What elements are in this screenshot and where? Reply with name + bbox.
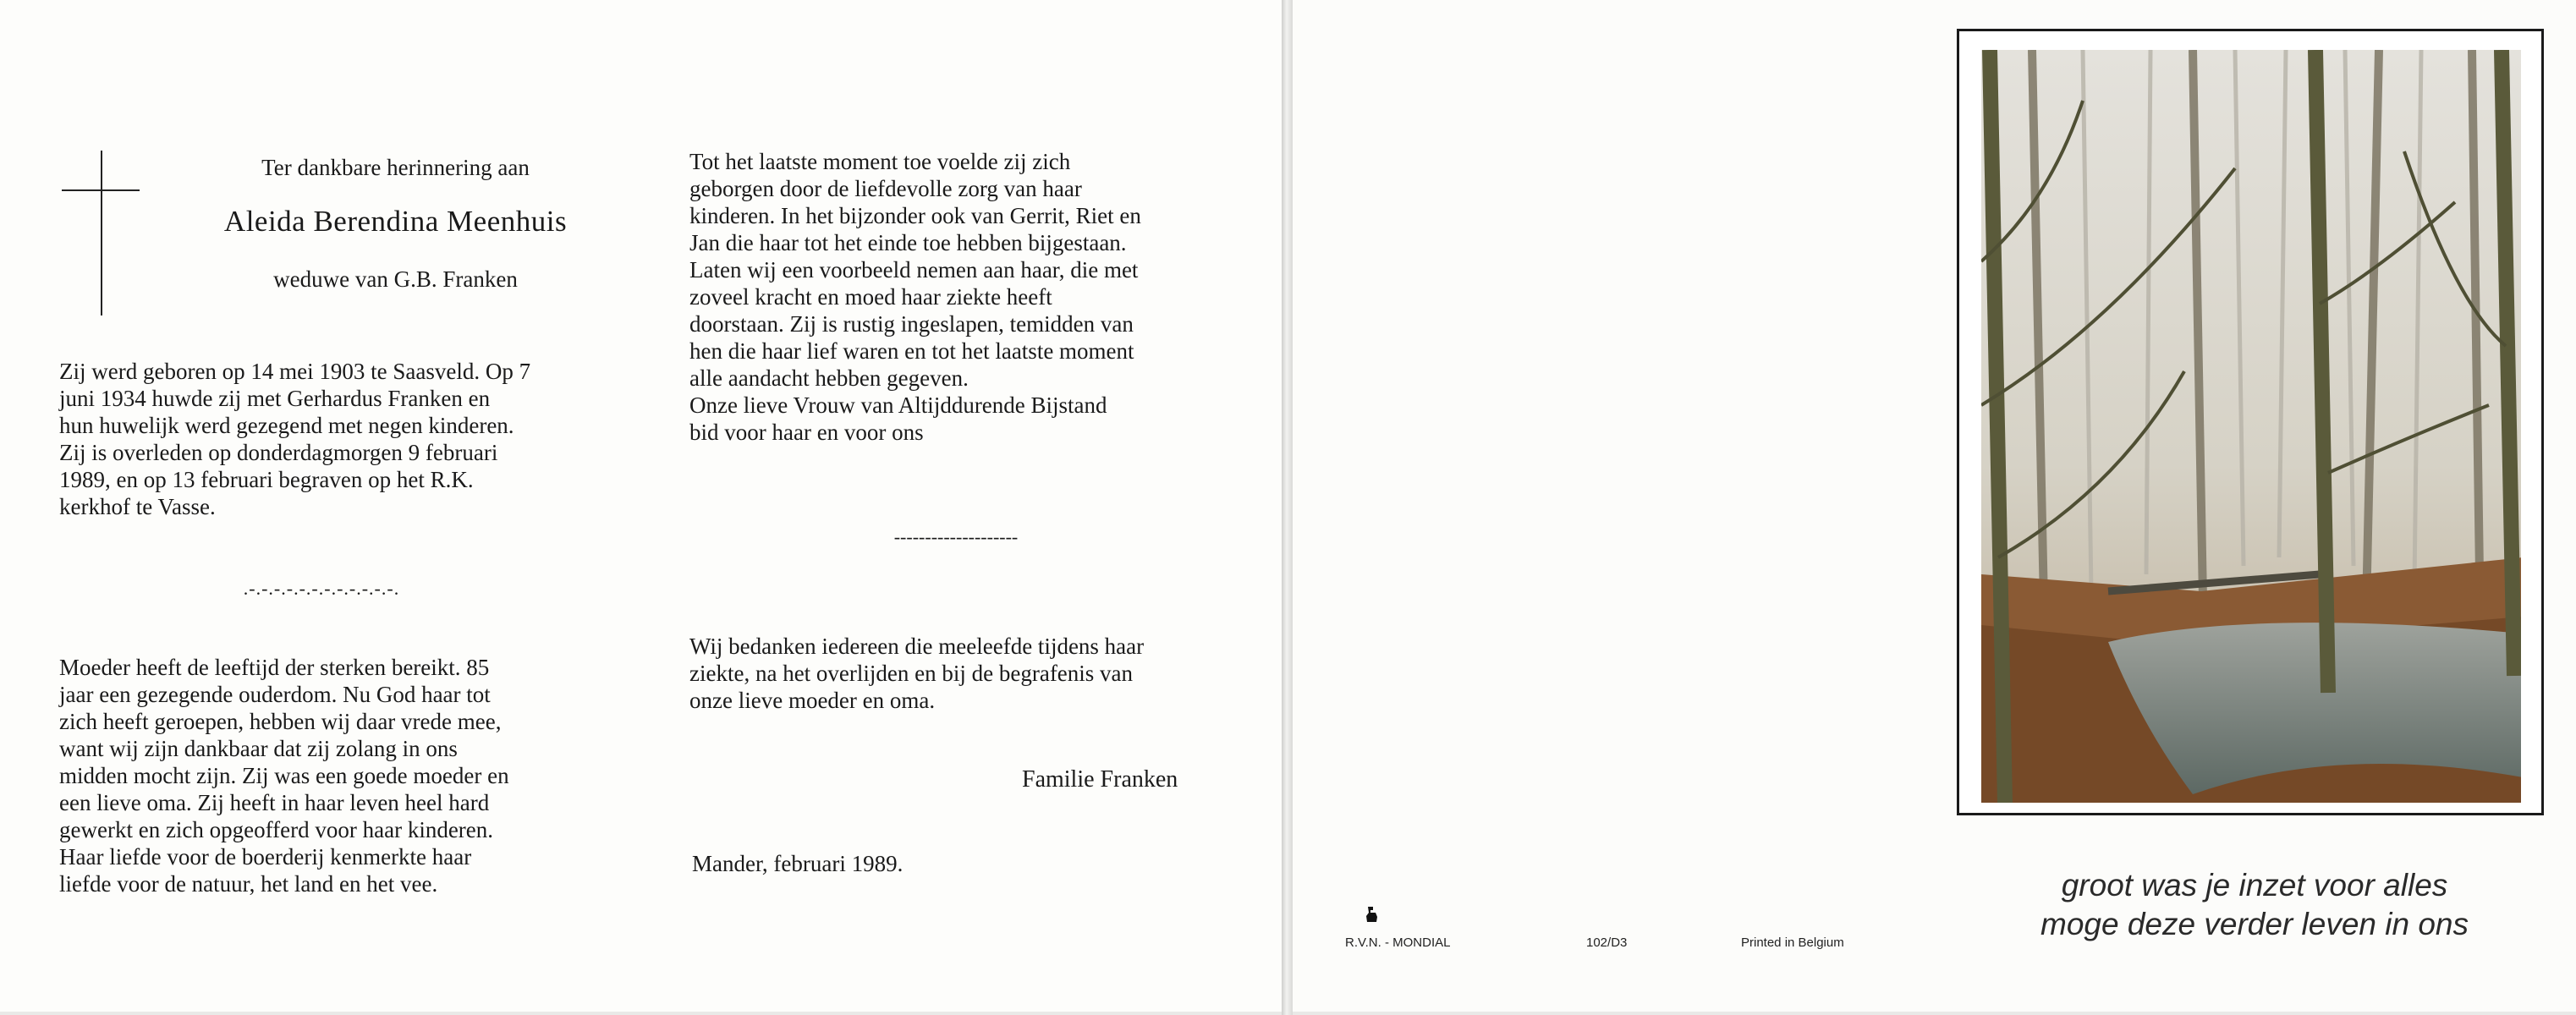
- text-line: 1989, en op 13 februari begraven op het R.K.: [59, 467, 474, 492]
- place-date: Mander, februari 1989.: [692, 851, 904, 876]
- text-line: liefde voor de natuur, het land en het vee.: [59, 871, 438, 897]
- verse-line-1: groot was je inzet voor alles: [2061, 868, 2448, 903]
- verse-line-2: moge deze verder leven in ons: [2040, 907, 2469, 941]
- printed-in: Printed in Belgium: [1741, 935, 1844, 950]
- text-line: onze lieve moeder en oma.: [689, 688, 936, 713]
- text-line: juni 1934 huwde zij met Gerhardus Franken en: [59, 386, 491, 411]
- text-line: kinderen. In het bijzonder ook van Gerrit, Riet en: [689, 203, 1141, 228]
- dotted-separator: .-.-.-.-.-.-.-.-.-.-.-.-.: [243, 578, 400, 599]
- text-line: Jan die haar tot het einde toe hebben bijgestaan.: [689, 230, 1127, 255]
- text-line: ziekte, na het overlijden en bij de begrafenis van: [689, 661, 1134, 686]
- memorial-verse: [1946, 866, 2563, 944]
- text-line: Tot het laatste moment toe voelde zij zich: [689, 149, 1071, 174]
- text-line: Moeder heeft de leeftijd der sterken bereikt. 85: [59, 655, 490, 680]
- deceased-name: Aleida Berendina Meenhuis: [223, 205, 568, 238]
- text-line: Zij is overleden op donderdagmorgen 9 februari: [59, 440, 498, 465]
- text-line: Wij bedanken iedereen die meeleefde tijdens haar: [689, 634, 1145, 659]
- text-line: Zij werd geboren op 14 mei 1903 te Saasveld. Op 7: [59, 359, 531, 384]
- text-line: kerkhof te Vasse.: [59, 494, 216, 519]
- heading: Ter dankbare herinnering aan: [261, 155, 530, 180]
- text-line: want wij zijn dankbaar dat zij zolang in ons: [59, 736, 458, 761]
- forest-stream-photo: [1981, 50, 2521, 803]
- thanks-paragraph: [689, 633, 1222, 714]
- publisher-imprint: R.V.N. - MONDIAL: [1345, 935, 1451, 950]
- text-line: jaar een gezegende ouderdom. Nu God haar tot: [59, 682, 491, 707]
- text-line: bid voor haar en voor ons: [689, 420, 924, 445]
- subtitle: weduwe van G.B. Franken: [273, 266, 518, 292]
- text-line: hen die haar lief waren en tot het laatste moment: [689, 338, 1134, 364]
- text-line: alle aandacht hebben gegeven.: [689, 365, 969, 391]
- text-line: Haar liefde voor de boerderij kenmerkte haar: [59, 844, 472, 870]
- text-line: midden mocht zijn. Zij was een goede moeder en: [59, 763, 509, 788]
- text-line: een lieve oma. Zij heeft in haar leven heel hard: [59, 790, 490, 815]
- text-line: hun huwelijk werd gezegend met negen kinderen.: [59, 413, 514, 438]
- care-paragraph: [689, 148, 1222, 446]
- cross-icon: [62, 151, 140, 315]
- text-line: Onze lieve Vrouw van Altijddurende Bijstand: [689, 392, 1107, 418]
- inner-left-page: [0, 0, 1282, 1012]
- text-line: gewerkt en zich opgeofferd voor haar kinderen.: [59, 817, 494, 842]
- text-line: geborgen door de liefdevolle zorg van haar: [689, 176, 1082, 201]
- card-fold: [1282, 0, 1293, 1015]
- divider-line: --------------------: [893, 526, 1019, 547]
- signature: Familie Franken: [1022, 766, 1178, 793]
- photo-frame: [1957, 29, 2544, 815]
- text-line: doorstaan. Zij is rustig ingeslapen, temidden van: [689, 311, 1134, 337]
- text-line: Laten wij een voorbeeld nemen aan haar, die met: [689, 257, 1139, 283]
- biography-paragraph: [59, 358, 590, 520]
- text-line: zoveel kracht en moed haar ziekte heeft: [689, 284, 1052, 310]
- card-code: 102/D3: [1586, 935, 1628, 950]
- tribute-paragraph: [59, 654, 590, 897]
- text-line: zich heeft geroepen, hebben wij daar vrede mee,: [59, 709, 502, 734]
- publisher-logo-icon: [1365, 905, 1379, 924]
